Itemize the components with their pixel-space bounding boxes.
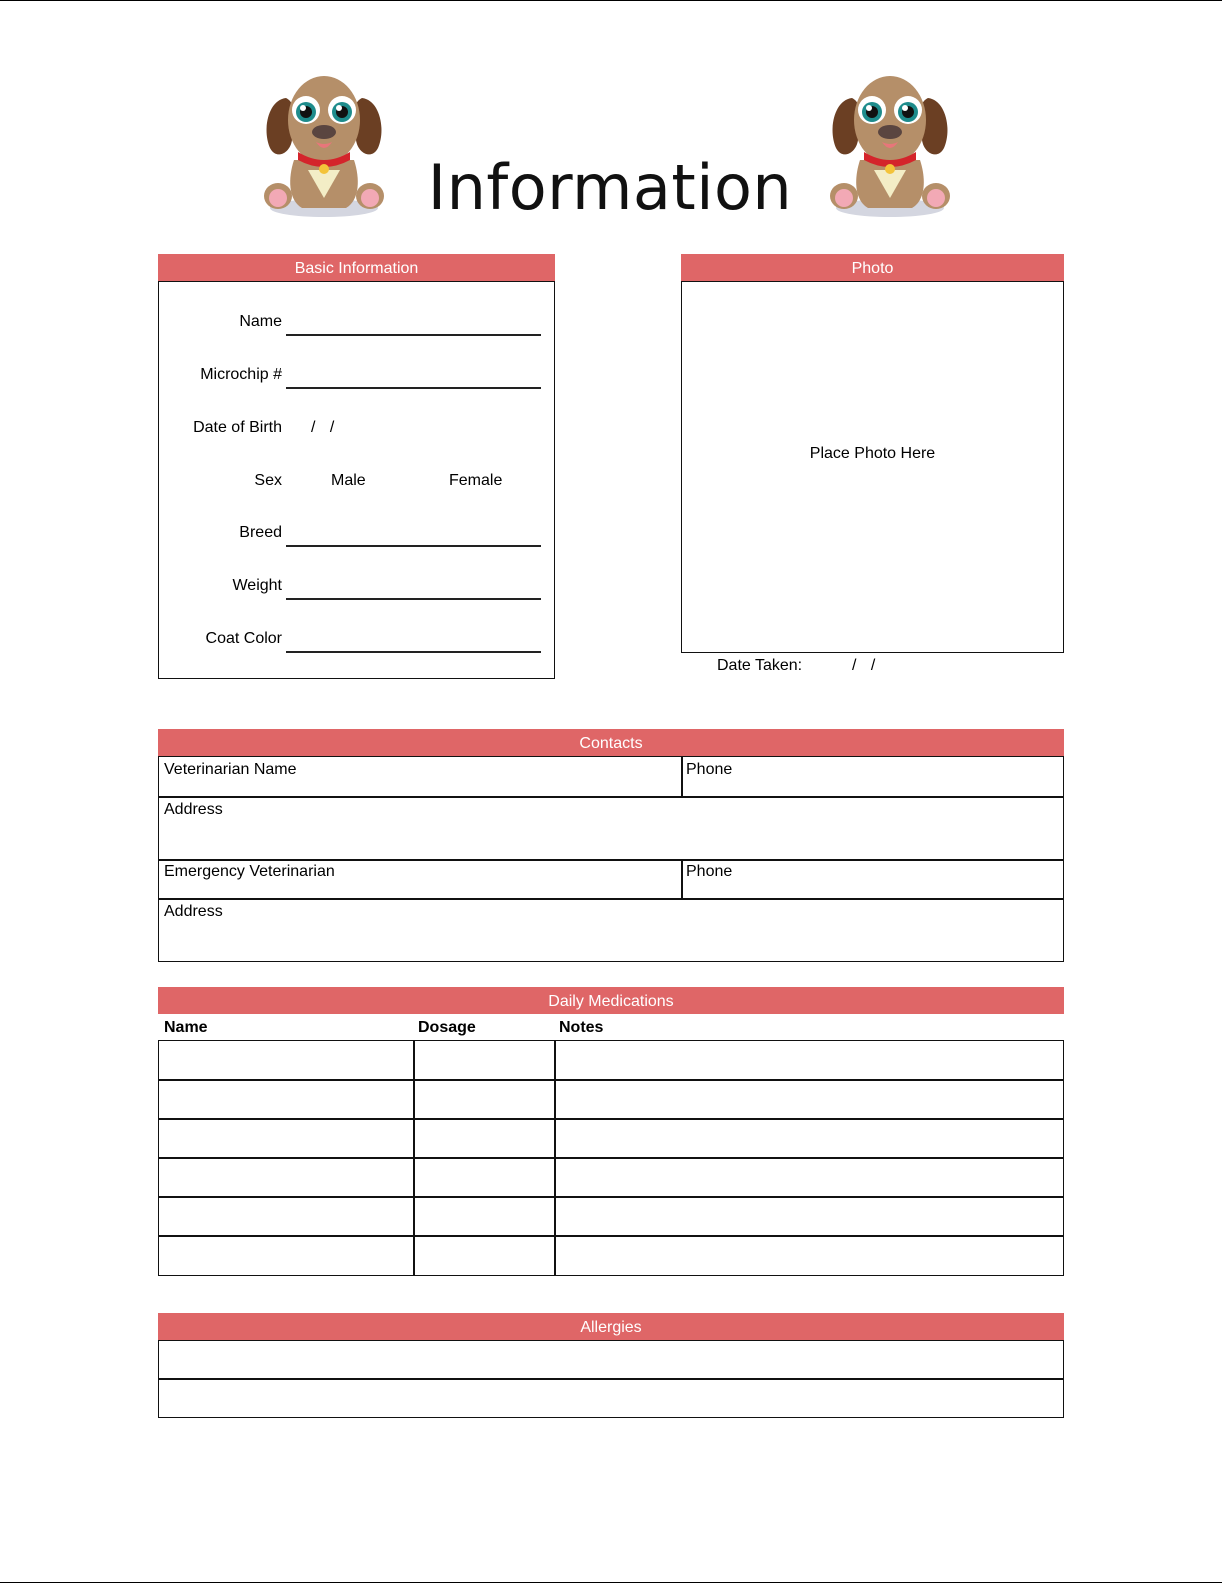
emergency-phone-field[interactable]: Phone <box>686 863 733 880</box>
table-row[interactable] <box>158 1157 1064 1159</box>
date-taken-label: Date Taken: <box>717 657 803 674</box>
page-title: Information <box>427 151 793 224</box>
puppy-icon <box>824 70 956 220</box>
microchip-label: Microchip # <box>200 366 282 383</box>
top-border <box>0 0 1222 1</box>
name-label: Name <box>239 313 282 330</box>
puppy-icon <box>258 70 390 220</box>
photo-area[interactable] <box>681 281 1064 653</box>
medications-col-notes: Notes <box>559 1019 604 1036</box>
table-row[interactable] <box>158 1118 1064 1120</box>
medications-heading: Daily Medications <box>158 987 1064 1014</box>
medications-col-name: Name <box>164 1019 208 1036</box>
photo-heading: Photo <box>681 254 1064 281</box>
breed-label: Breed <box>239 524 282 541</box>
column-divider <box>681 756 683 797</box>
sex-option-female[interactable]: Female <box>449 472 503 489</box>
sex-option-male[interactable]: Male <box>331 472 366 489</box>
weight-label: Weight <box>232 577 282 594</box>
dob-label: Date of Birth <box>193 419 282 436</box>
table-row[interactable] <box>158 1079 1064 1081</box>
vet-phone-field[interactable]: Phone <box>686 761 733 778</box>
contacts-heading: Contacts <box>158 729 1064 756</box>
table-row[interactable] <box>158 1235 1064 1237</box>
sex-label: Sex <box>254 472 282 489</box>
weight-field[interactable] <box>286 598 541 600</box>
breed-field[interactable] <box>286 545 541 547</box>
emergency-address-field[interactable]: Address <box>164 903 223 920</box>
bottom-border <box>0 1582 1222 1583</box>
name-field[interactable] <box>286 334 541 336</box>
vet-name-field[interactable]: Veterinarian Name <box>164 761 297 778</box>
coat-color-label: Coat Color <box>205 630 282 647</box>
emergency-vet-field[interactable]: Emergency Veterinarian <box>164 863 335 880</box>
basic-info-heading: Basic Information <box>158 254 555 281</box>
row-divider <box>158 796 1064 798</box>
medications-col-dosage: Dosage <box>418 1019 476 1036</box>
row-divider <box>158 898 1064 900</box>
table-row[interactable] <box>158 1196 1064 1198</box>
row-divider <box>158 859 1064 861</box>
coat-color-field[interactable] <box>286 651 541 653</box>
vet-address-field[interactable]: Address <box>164 801 223 818</box>
allergies-heading: Allergies <box>158 1313 1064 1340</box>
photo-placeholder: Place Photo Here <box>809 445 936 462</box>
table-row[interactable] <box>158 1378 1064 1380</box>
column-divider <box>681 859 683 899</box>
dob-field[interactable]: / / <box>311 419 335 436</box>
microchip-field[interactable] <box>286 387 541 389</box>
date-taken-field[interactable]: / / <box>852 657 876 674</box>
